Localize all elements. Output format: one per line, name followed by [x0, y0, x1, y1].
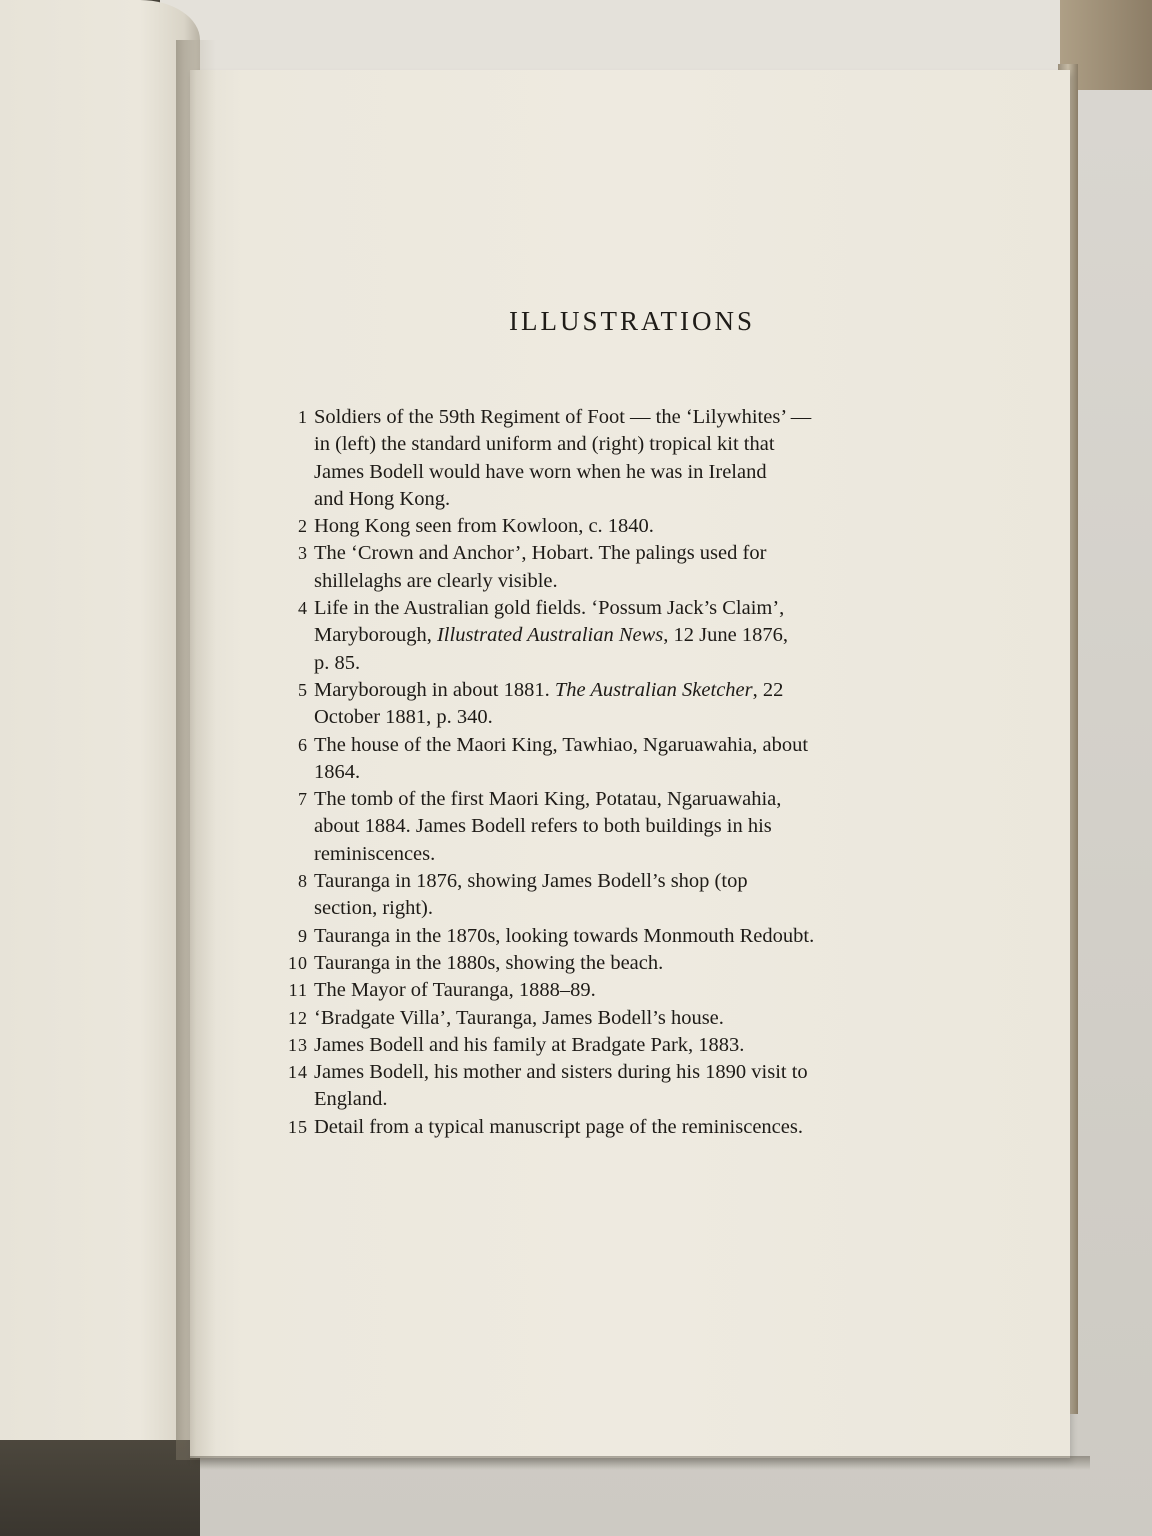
caption-line: p. 85.: [314, 651, 361, 674]
item-caption: [314, 977, 1000, 1004]
book-page: [190, 70, 1070, 1458]
item-caption: [314, 595, 1000, 677]
list-item: [280, 1114, 1000, 1141]
item-number: 15: [288, 1116, 308, 1137]
item-caption: [314, 404, 1000, 513]
item-number: 4: [298, 598, 308, 619]
page-gutter: [176, 40, 216, 1460]
caption-line: reminiscences.: [314, 842, 436, 865]
list-item: [280, 977, 1000, 1004]
caption-line: shillelaghs are clearly visible.: [314, 569, 558, 592]
item-caption: [314, 540, 1000, 595]
list-item: [280, 513, 1000, 540]
caption-line: October 1881, p. 340.: [314, 706, 493, 729]
caption-line: The tomb of the first Maori King, Potatau, Ngaruawahia,: [314, 788, 782, 811]
list-item: [280, 677, 1000, 732]
item-caption: [314, 513, 1000, 540]
caption-line: Soldiers of the 59th Regiment of Foot — the ‘Lilywhites’ —: [314, 406, 812, 428]
item-number: 3: [298, 543, 308, 564]
list-item: [280, 595, 1000, 677]
item-caption: [314, 1059, 1000, 1114]
caption-line: James Bodell, his mother and sisters during his 1890 visit to: [314, 1061, 808, 1084]
item-number: 13: [288, 1034, 308, 1055]
caption-line: James Bodell would have worn when he was in Ireland: [314, 460, 767, 483]
item-number: 6: [298, 734, 308, 755]
item-number: 2: [298, 516, 308, 537]
caption-line: Detail from a typical manuscript page of the reminiscences.: [314, 1115, 803, 1138]
item-caption: [314, 923, 1000, 950]
caption-line: about 1884. James Bodell refers to both buildings in his: [314, 815, 772, 838]
caption-line: 1864.: [314, 760, 361, 783]
caption-line: The ‘Crown and Anchor’, Hobart. The palings used for: [314, 542, 767, 565]
item-caption: [314, 732, 1000, 787]
list-item: [280, 1032, 1000, 1059]
item-number: 12: [288, 1007, 308, 1028]
caption-line: and Hong Kong.: [314, 487, 451, 510]
caption-line: James Bodell and his family at Bradgate Park, 1883.: [314, 1033, 745, 1056]
item-number: 7: [298, 789, 308, 810]
left-page: [0, 0, 200, 1470]
item-caption: [314, 1032, 1000, 1059]
list-item: [280, 950, 1000, 977]
caption-line: Tauranga in the 1880s, showing the beach.: [314, 951, 664, 974]
caption-line: in (left) the standard uniform and (right) tropical kit that: [314, 433, 775, 456]
item-number: 14: [288, 1062, 308, 1083]
caption-line: Tauranga in the 1870s, looking towards Monmouth Redoubt.: [314, 924, 815, 947]
caption-line: Maryborough, Illustrated Australian News, 12 June 1876,: [314, 624, 788, 647]
caption-line: Tauranga in 1876, showing James Bodell’s shop (top: [314, 870, 748, 893]
list-item: [280, 1005, 1000, 1032]
caption-line: The house of the Maori King, Tawhiao, Ngaruawahia, about: [314, 733, 809, 756]
caption-line: England.: [314, 1088, 388, 1111]
item-caption: [314, 1005, 1000, 1032]
list-item: [280, 923, 1000, 950]
list-item: [280, 786, 1000, 868]
caption-line: Hong Kong seen from Kowloon, c. 1840.: [314, 515, 654, 538]
list-item: [280, 732, 1000, 787]
item-caption: [314, 950, 1000, 977]
list-item: [280, 1059, 1000, 1114]
list-item: [280, 540, 1000, 595]
page-title: ILLUSTRATIONS: [509, 306, 755, 336]
list-item: [280, 404, 1000, 513]
list-item: [280, 868, 1000, 923]
caption-line: ‘Bradgate Villa’, Tauranga, James Bodell’s house.: [314, 1006, 724, 1029]
item-number: 11: [288, 980, 308, 1001]
item-caption: [314, 677, 1000, 732]
item-number: 9: [298, 925, 308, 946]
caption-line: The Mayor of Tauranga, 1888–89.: [314, 979, 596, 1002]
caption-line: section, right).: [314, 897, 433, 920]
book-cover-bottom: [0, 1440, 200, 1536]
item-caption: [314, 868, 1000, 923]
illustrations-list: [280, 404, 1000, 1141]
background-wall: [160, 0, 1060, 78]
item-number: 10: [288, 952, 308, 973]
item-caption: [314, 1114, 1000, 1141]
caption-line: Maryborough in about 1881. The Australian Sketcher, 22: [314, 678, 784, 701]
item-caption: [314, 786, 1000, 868]
page-shadow: [190, 1456, 1090, 1470]
item-number: 5: [298, 679, 308, 700]
item-number: 8: [298, 871, 308, 892]
caption-line: Life in the Australian gold fields. ‘Possum Jack’s Claim’,: [314, 597, 785, 620]
item-number: 1: [298, 407, 308, 427]
